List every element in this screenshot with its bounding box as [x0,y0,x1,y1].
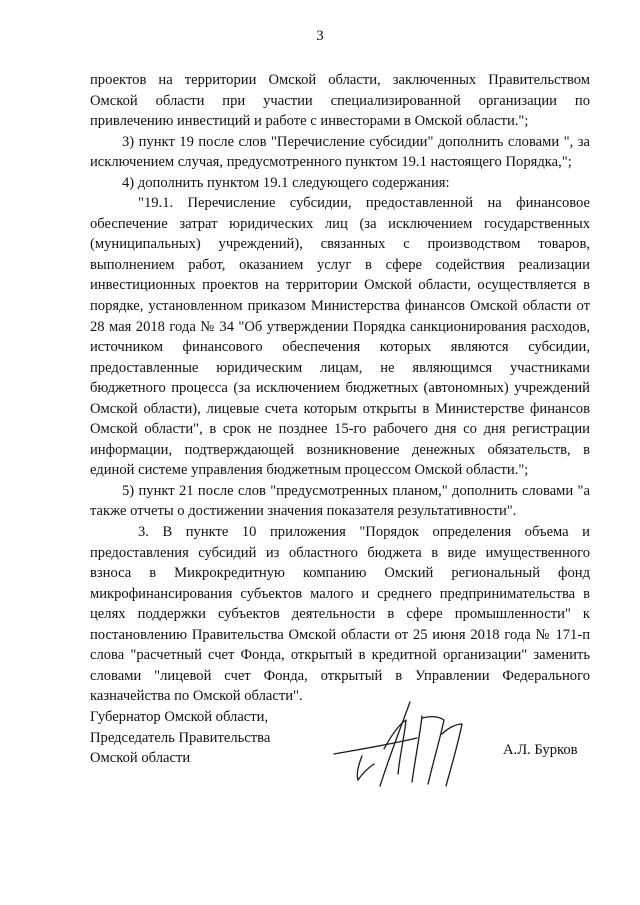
signatory-title-line: Председатель Правительства [90,729,271,746]
paragraph-continuation: проектов на территории Омской области, заключенных Правительством Омской области при участии специализированной организации по привлечению инвестиций и работе с инвесторами в Омской области."; [90,72,590,130]
handwritten-signature [322,694,482,794]
page-number: 3 [316,28,324,44]
paragraph-item-5: 5) пункт 21 после слов "предусмотренных планом," дополнить словами "а также отчеты о достижении значения показателя результативности". [90,482,590,520]
document-body [90,70,590,707]
paragraph-section-3: 3. В пункте 10 приложения "Порядок определения объема и предоставления субсидий из областного бюджета в виде имущественного взноса в Микрокредитную компанию Омский региональный фонд микрофинансирования субъектов малого и среднего предпринимательства в целях поддержки субъектов деятельности в сфере промышленности" к постановлению Правительства Омской области от 25 июня 2018 года № 171-п слова "расчетный счет Фонда, открытый в кредитной организации" заменить словами "лицевой счет Фонда, открытый в Управлении Федерального казначейства по Омской области". [90,524,590,705]
signatory-title-line: Омской области [90,750,191,766]
paragraph-clause-19-1: "19.1. Перечисление субсидии, предоставленной на финансовое обеспечение затрат юридических лиц (за исключением государственных (муниципальных) учреждений), связанных с производством товаров, выполнением работ, оказанием услуг в сфере содействия реализации инвестиционных проектов на территории Омской области, осуществляется в порядке, установленном приказом Министерства финансов Омской области от 28 мая 2018 года № 34 "Об утверждении Порядка санкционирования расходов, источником финансового обеспечения которых являются субсидии, предоставленные юридическим лицам, не являющимся участниками бюджетного процесса (за исключением бюджетных (автономных) учреждений Омской области), лицевые счета которым открыты в Министерстве финансов Омской области", в срок не позднее 15-го рабочего дня со дня регистрации информации, подтверждающей возникновение денежных обязательств, в единой системе управления бюджетным процессом Омской области."; [90,195,590,479]
paragraph-item-4: 4) дополнить пунктом 19.1 следующего содержания: [122,174,450,191]
signatory-name: А.Л. Бурков [503,742,578,758]
paragraph-item-3: 3) пункт 19 после слов "Перечисление субсидии" дополнить словами ", за исключением случая, предусмотренного пунктом 19.1 настоящего Порядка,"; [90,133,590,171]
signatory-title-line: Губернатор Омской области, [90,709,269,725]
signatory-title [90,707,270,769]
